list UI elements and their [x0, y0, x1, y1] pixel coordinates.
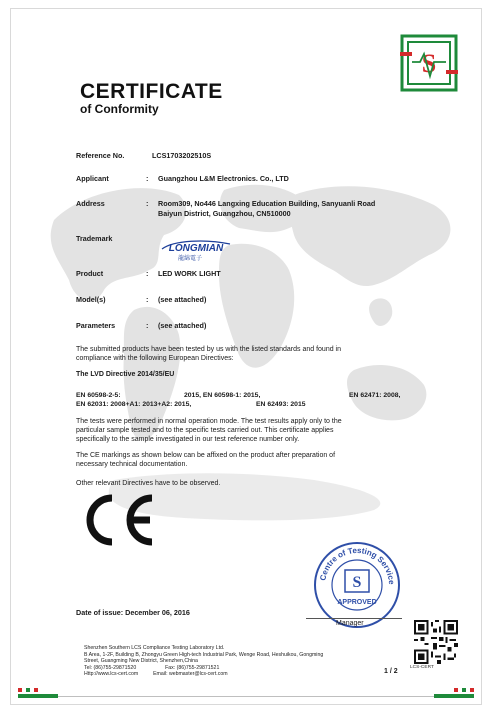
seal-ring-text: Centre of Testing Service: [318, 545, 397, 585]
intro-paragraph: [76, 345, 406, 363]
intro-line-2: compliance with the following European Directives:: [76, 355, 234, 363]
parameters-colon: :: [146, 321, 149, 330]
footer-line-5: [84, 671, 394, 678]
longmian-brand-logo: [160, 237, 232, 263]
footer-fax: Fax: (86)755-29871521: [165, 664, 220, 671]
tests-line-3: specifically to the sample investigated in our test reference number only.: [76, 436, 300, 444]
trademark-sub: 龍綿電子: [177, 255, 203, 262]
standard-b: 2015, EN 60598-1: 2015,: [184, 392, 261, 399]
product-colon: :: [146, 269, 149, 278]
ce-line-1: The CE markings as shown below can be affixed on the product after preparation of: [76, 452, 336, 459]
parameters-value: (see attached): [158, 321, 207, 330]
intro-line-1: The submitted products have been tested by us with the listed standards and found in: [76, 346, 341, 353]
decorative-footer-band: [18, 686, 474, 700]
trademark-brand: LONGMIAN: [168, 243, 224, 254]
ce-mark-icon: [76, 490, 158, 550]
footer-tel: Tel: (86)755-29871520: [84, 664, 137, 671]
manager-label: Manager: [336, 620, 364, 627]
footer-line-1: Shenzhen Southern LCS Compliance Testing Laboratory Ltd.: [84, 645, 225, 651]
tests-line-1: The tests were performed in normal operation mode. The test results apply only to the: [76, 418, 342, 425]
standard-c: EN 62471: 2008,: [349, 392, 401, 399]
lcs-logo: [398, 32, 460, 94]
models-colon: :: [146, 295, 149, 304]
tests-line-2: particular sample tested and to the specific tests carried out. This certificate applies: [76, 427, 334, 435]
product-label: Product: [76, 269, 104, 278]
footer-line-2: B Area, 1-2F, Building B, Zhongyu Green High-tech Industrial Park, Wenge Road, Heshuikou, Gongming: [84, 651, 324, 658]
ce-line-2: necessary technical documentation.: [76, 461, 188, 469]
address-line-1: Room309, No446 Langxing Education Building, Sanyuanli Road: [158, 199, 376, 208]
applicant-label: Applicant: [76, 174, 109, 183]
page-number: 1 / 2: [384, 668, 398, 675]
footer-website: Http://www.lcs-cert.com: [84, 671, 139, 678]
tests-paragraph: [76, 417, 406, 445]
product-value: LED WORK LIGHT: [158, 269, 221, 278]
directive-heading: The LVD Directive 2014/35/EU: [76, 371, 175, 378]
applicant-value: Guangzhou L&M Electronics. Co., LTD: [158, 174, 289, 183]
trademark-label: Trademark: [76, 234, 113, 243]
qr-code: [414, 620, 458, 664]
reference-label: Reference No.: [76, 151, 125, 160]
signature-line: [306, 618, 402, 619]
models-value: (see attached): [158, 295, 207, 304]
models-label: Model(s): [76, 295, 106, 304]
standard-a: EN 60598-2-5:: [76, 392, 121, 399]
svg-text:S: S: [352, 574, 362, 591]
footer-line-3: Street, Guangming New District, Shenzhen,China: [84, 658, 198, 665]
address-colon: :: [146, 199, 149, 208]
applicant-colon: :: [146, 174, 149, 183]
qr-label: LCS-CERT: [410, 665, 434, 670]
parameters-label: Parameters: [76, 321, 116, 330]
footer-line-4: [84, 665, 394, 672]
certificate-subtitle: of Conformity: [80, 102, 159, 116]
certificate-title: CERTIFICATE: [80, 80, 223, 103]
standard-d: EN 62031: 2008+A1: 2013+A2: 2015,: [76, 401, 192, 408]
reference-value: LCS1703202510S: [152, 151, 212, 160]
ce-paragraph: [76, 451, 406, 469]
issue-date: Date of issue: December 06, 2016: [76, 608, 190, 617]
other-directives: Other relevant Directives have to be observed.: [76, 480, 221, 487]
footer-email: Email: webmaster@lcs-cert.com: [153, 671, 228, 678]
footer-address: [84, 645, 394, 678]
address-line-2: Baiyun District, Guangzhou, CN510000: [158, 209, 291, 218]
seal-approved: APPROVED: [337, 599, 377, 606]
address-label: Address: [76, 199, 105, 208]
svg-text:S: S: [421, 49, 437, 78]
testing-service-seal: [312, 540, 402, 630]
standard-e: EN 62493: 2015: [256, 401, 306, 408]
